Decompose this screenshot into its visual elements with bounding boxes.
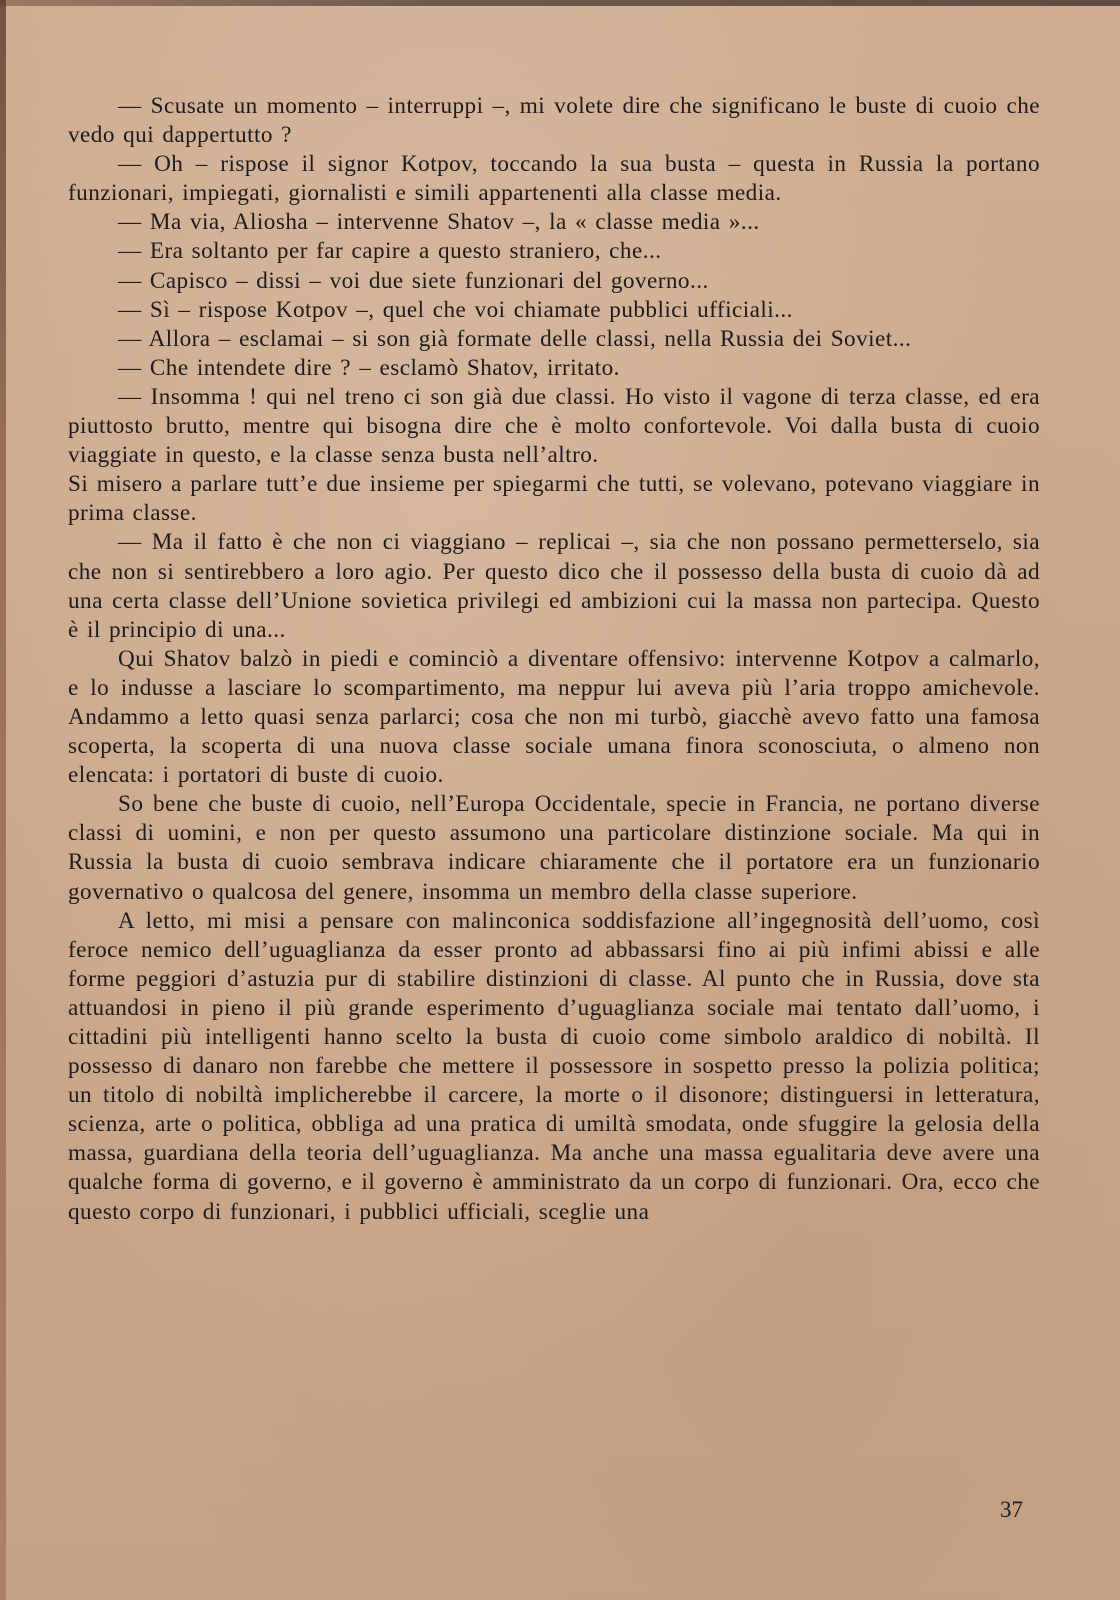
page-number: 37 <box>1000 1497 1023 1522</box>
paragraph: — Sì – rispose Kotpov –, quel che voi chiamate pubblici ufficiali... <box>118 296 793 323</box>
paragraph: A letto, mi misi a pensare con malinconica soddisfazione all’ingegnosità dell’uomo, così feroce nemico dell’uguaglianza da esser pronto ad abbassarsi fino ai più infimi abissi e alle forme peggiori d’astuzia pur di stabilire distinzioni di classe. Al punto che in Russia, dove sta attuandosi in pieno il più grande esperimento d’uguaglianza sociale mai tentato dall’uomo, i cittadini più intelligenti hanno scelto la busta di cuoio come simbolo araldico di nobiltà. Il possesso di danaro non farebbe che mettere il possessore in sospetto presso la polizia politica; un titolo di nobiltà implicherebbe il carcere, la morte o il disonore; distinguersi in letteratura, scienza, arte o politica, obbliga ad una pratica di umiltà smodata, onde sfuggire la gelosia della massa, guardiana della teoria dell’uguaglianza. Ma anche una massa egualitaria deve avere una qualche forma di governo, e il governo è amministrato da un corpo di funzionari. Ora, ecco che questo corpo di funzionari, i pubblici ufficiali, sceglie una <box>68 907 1040 1225</box>
paragraph: — Scusate un momento – interruppi –, mi volete dire che significano le buste di cuoio che vedo qui dappertutto ? <box>68 93 1040 149</box>
paragraph: — Ma via, Aliosha – intervenne Shatov –, la « classe media »... <box>118 209 760 236</box>
paragraph: — Capisco – dissi – voi due siete funzionari del governo... <box>118 267 709 294</box>
page-top-edge <box>0 0 1120 6</box>
paragraph: So bene che buste di cuoio, nell’Europa Occidentale, specie in Francia, ne portano diverse classi di uomini, e non per questo assumono una particolare distinzione sociale. Ma qui in Russia la busta di cuoio sembrava indicare chiaramente che il portatore era un funzionario governativo o qualcosa del genere, insomma un membro della classe superiore. <box>68 791 1040 905</box>
paragraph: — Ma il fatto è che non ci viaggiano – replicai –, sia che non possano permetterselo, sia che non si sentirebbero a loro agio. Per questo dico che il possesso della busta di cuoio dà ad una certa classe dell’Unione sovietica privilegi ed ambizioni cui la massa non partecipa. Questo è il principio di una... <box>68 529 1040 643</box>
paragraph: — Insomma ! qui nel treno ci son già due classi. Ho visto il vagone di terza classe, ed era piuttosto brutto, mentre qui bisogna dire che è molto confortevole. Voi dalla busta di cuoio viaggiate in questo, e la classe senza busta nell’altro. <box>68 383 1040 469</box>
body-text <box>68 92 1040 1227</box>
paragraph: — Era soltanto per far capire a questo straniero, che... <box>118 238 662 265</box>
paragraph: — Che intendete dire ? – esclamò Shatov, irritato. <box>118 354 620 381</box>
paragraph: Si misero a parlare tutt’e due insieme per spiegarmi che tutti, se volevano, potevano viaggiare in prima classe. <box>68 471 1040 527</box>
page-left-edge <box>0 0 6 1600</box>
paragraph: Qui Shatov balzò in piedi e cominciò a diventare offensivo: intervenne Kotpov a calmarlo, e lo indusse a lasciare lo scompartimento, ma neppur lui aveva più l’aria troppo amichevole. Andammo a letto quasi senza parlarci; cosa che non mi turbò, giacchè avevo fatto una famosa scoperta, la scoperta di una nuova classe sociale umana finora sconosciuta, o almeno non elencata: i portatori di buste di cuoio. <box>68 645 1040 789</box>
paragraph: — Oh – rispose il signor Kotpov, toccando la sua busta – questa in Russia la portano funzionari, impiegati, giornalisti e simili appartenenti alla classe media. <box>68 151 1040 207</box>
paragraph: — Allora – esclamai – si son già formate delle classi, nella Russia dei Soviet... <box>118 325 912 352</box>
